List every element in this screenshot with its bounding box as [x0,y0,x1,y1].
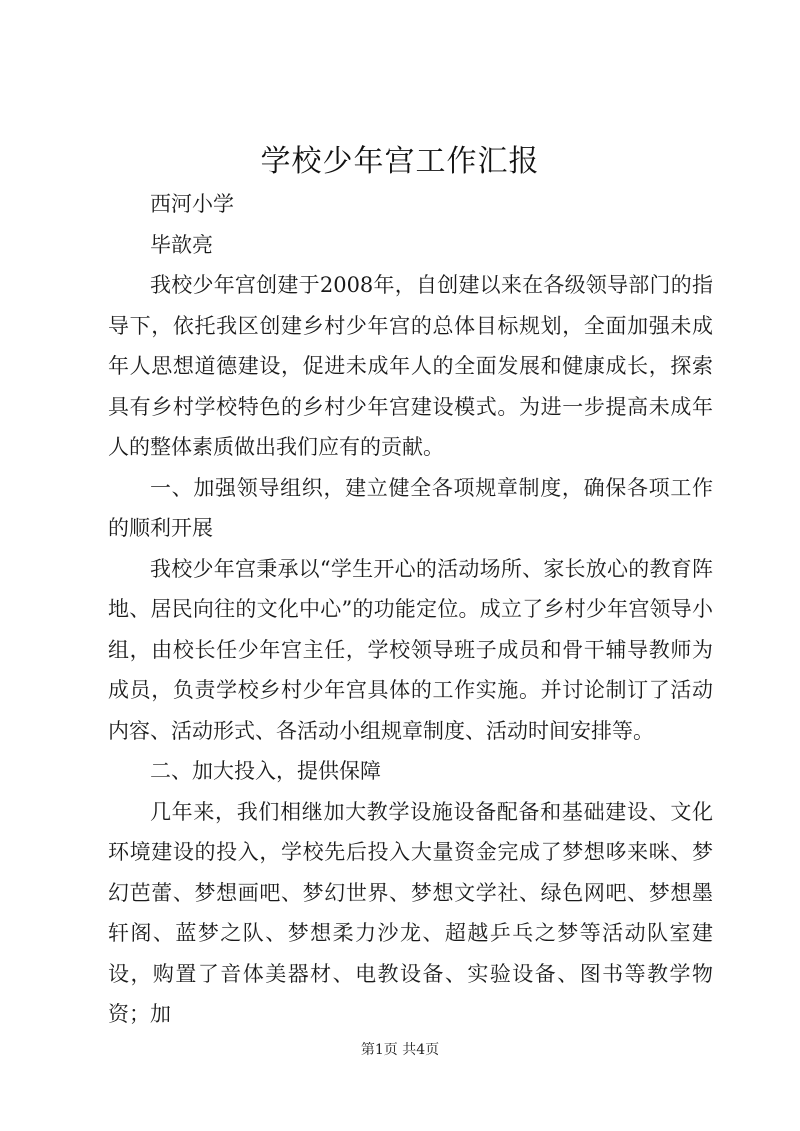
section-heading-2: 二、加大投入，提供保障 [150,759,381,783]
document-title: 学校少年宫工作汇报 [260,144,540,179]
section-1-paragraph: 我校少年宫秉承以“学生开心的活动场所、家长放心的教育阵地、居民向往的文化中心”的功能定位。成立了乡村少年宫领导小组，由校长任少年宫主任，学校领导班子成员和骨干辅导教师为成员，负责学校乡村少年宫具体的工作实施。并讨论制订了活动内容、活动形式、各活动小组规章制度、活动时间安排等。 [108,556,713,743]
author-name: 毕歆亮 [150,232,213,257]
section-2-paragraph: 几年来，我们相继加大教学设施设备配备和基础建设、文化环境建设的投入，学校先后投入大量资金完成了梦想哆来咪、梦幻芭蕾、梦想画吧、梦幻世界、梦想文学社、绿色网吧、梦想墨轩阁、蓝梦之队、梦想柔力沙龙、超越乒乓之梦等活动队室建设，购置了音体美器材、电教设备、实验设备、图书等教学物资；加 [108,799,713,1026]
page-footer: 第1页 共4页 [360,1042,440,1058]
section-heading-1: 一、加强领导组织，建立健全各项规章制度，确保各项工作的顺利开展 [108,475,713,540]
school-name: 西河小学 [150,192,234,216]
intro-paragraph: 我校少年宫创建于2008年，自创建以来在各级领导部门的指导下，依托我区创建乡村少年宫的总体目标规划，全面加强未成年人思想道德建设，促进未成年人的全面发展和健康成长，探索具有乡村学校特色的乡村少年宫建设模式。为进一步提高未成年人的整体素质做出我们应有的贡献。 [108,273,713,459]
document-body [108,184,713,1035]
